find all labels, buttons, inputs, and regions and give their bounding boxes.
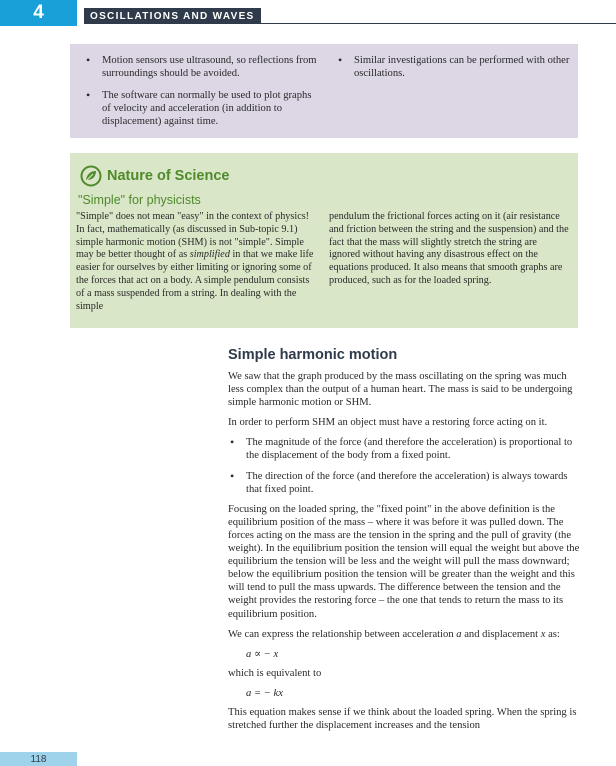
list-item: • Motion sensors use ultrasound, so reflections from surroundings should be avoided. [86,53,317,79]
nature-of-science-column-left: "Simple" does not mean "easy" in the context of physics! In fact, mathematically (as discussed in Sub-topic 9.1) simple harmonic motion (SHM) is not "simple". Simple may be better thought of as simplified in that we make life easier for ourselves by either limiting or ignoring some of the forces that act on a body. A simple pendulum consists of a mass suspended from a string. In dealing with the simple [76,211,314,312]
bullet-icon: • [86,88,91,102]
list-item: • The direction of the force (and therefore the acceleration) is always towards that fixed point. [230,468,568,495]
list-item: • Similar investigations can be performed with other oscillations. [338,53,570,79]
nature-of-science-box [70,153,578,328]
notes-column-left [80,54,320,137]
practical-notes-box [70,44,578,138]
section-heading: Simple harmonic motion [228,347,398,363]
paragraph: which is equivalent to [228,667,322,679]
notes-column-right [332,54,572,89]
nature-of-science-header [80,165,230,187]
chapter-title: OSCILLATIONS AND WAVES [84,8,261,24]
equation: a ∝ − x [246,648,279,660]
main-section [228,346,580,739]
bullet-icon: • [230,468,235,483]
paragraph: Focusing on the loaded spring, the "fixed point" in the above definition is the equilibrium position of the mass – where it was before it was pulled down. The forces acting on the mass are the tension in the spring and the pull of gravity (the weight). In the equilibrium position the tension will equal the weight but above the equilibrium the tension will be less and the weight will pull the mass downward; below the equilibrium position the tension will be greater than the weight and this will tend to pull the mass upwards. The difference between the tension and the weight provides the restoring force – the one that tends to return the mass to its equilibrium position. [228,503,580,620]
equation: a = − kx [246,687,283,699]
page-number: 118 [0,752,77,766]
bullet-icon: • [230,435,235,450]
bullet-icon: • [86,53,91,67]
nature-of-science-icon [80,165,102,187]
paragraph: We can express the relationship between acceleration a and displacement x as: [228,628,560,640]
list-item: • The magnitude of the force (and therefore the acceleration) is proportional to the displacement of the body from a fixed point. [230,435,573,462]
nature-of-science-subtitle: "Simple" for physicists [78,193,201,207]
nature-of-science-column-right: pendulum the frictional forces acting on it (air resistance and friction between the string and the suspension) and the fact that the mass will slightly stretch the string are ignored without having any disastrous effect on the equations produced. It also means that smooth graphs are produced, such as for the loaded spring. [329,211,569,286]
header-rule [250,23,616,24]
paragraph: We saw that the graph produced by the mass oscillating on the spring was much less complex than the output of a human heart. The mass is said to be undergoing simple harmonic motion or SHM. [228,371,573,409]
chapter-number: 4 [0,0,77,26]
bullet-icon: • [338,53,343,67]
paragraph: In order to perform SHM an object must have a restoring force acting on it. [228,417,548,429]
nature-of-science-title: Nature of Science [107,168,230,184]
paragraph: This equation makes sense if we think about the loaded spring. When the spring is stretched further the displacement increases and the tension [228,706,577,732]
list-item: • The software can normally be used to plot graphs of velocity and acceleration (in addition to displacement) against time. [86,88,312,127]
